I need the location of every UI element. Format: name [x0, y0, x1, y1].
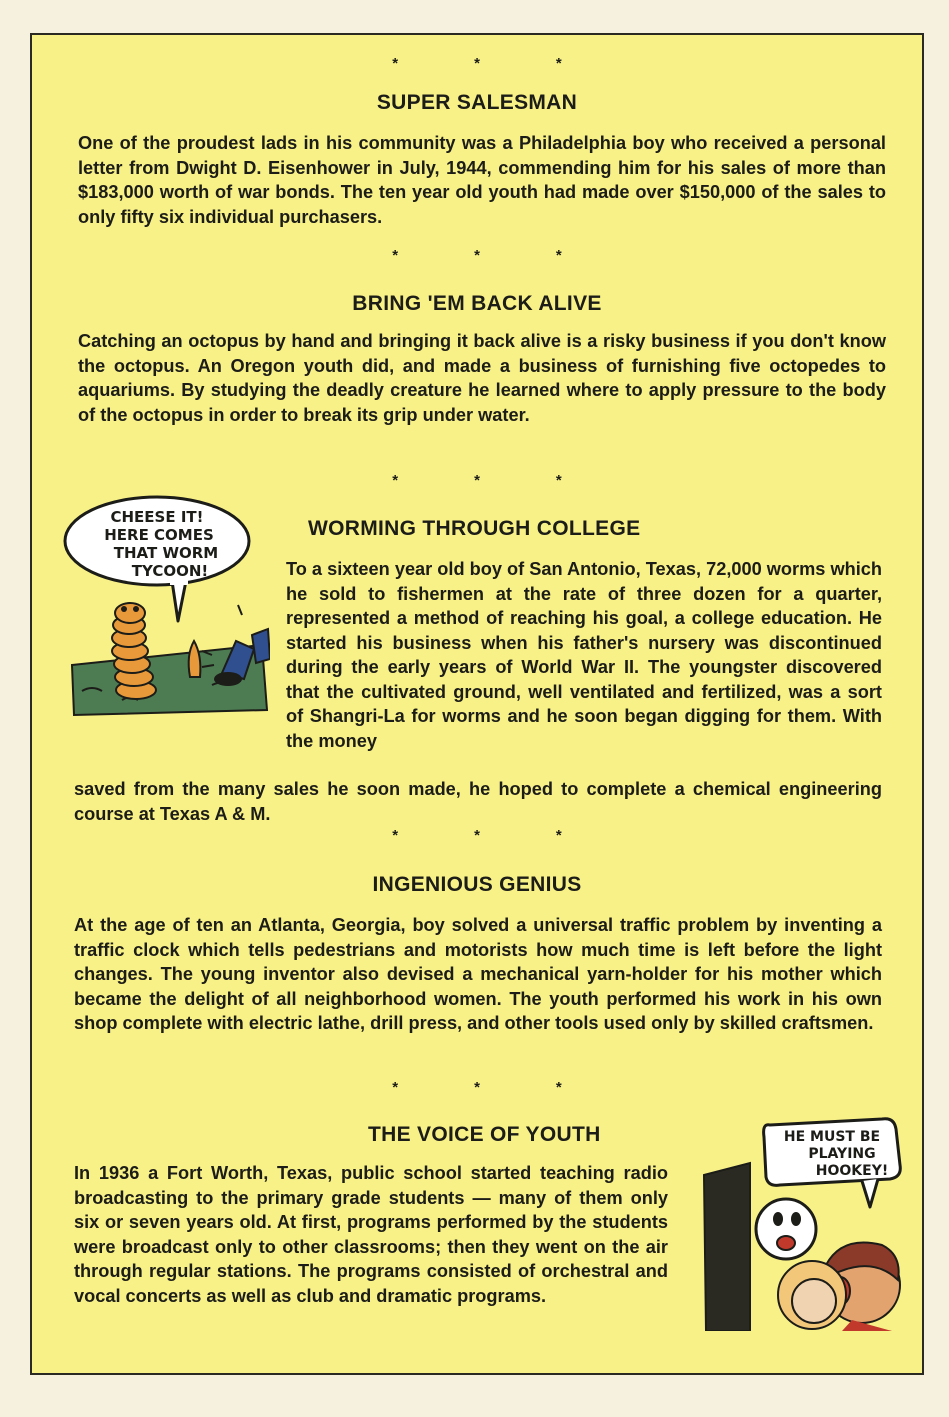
worm-balloon-line: HERE COMES — [104, 526, 214, 544]
worm-cartoon-illustration — [62, 495, 270, 717]
story-body-worming-continued: saved from the many sales he soon made, he hoped to complete a chemical engineering course at Texas A & M. — [74, 779, 882, 824]
story-title-bring-em-back-alive: BRING 'EM BACK ALIVE — [352, 292, 602, 315]
radio-balloon-line: HE MUST BE — [783, 1129, 881, 1145]
radio-balloon-line: PLAYING — [808, 1146, 876, 1162]
story-body-worming-wrapped: To a sixteen year old boy of San Antonio, Texas, 72,000 worms which he sold to fishermen at the rate of three dozen for a quarter, represented a method of reaching his goal, a college education. He started his business when his father's nursery was discontinued during the early years of World War II. The youngster discovered that the cultivated ground, well ventilated and fertilized, was a sort of Shangri-La for worms and he soon began digging for them. With the money — [286, 559, 882, 751]
radio-balloon-line: HOOKEY! — [815, 1163, 889, 1179]
star-separator: * * * — [392, 247, 562, 264]
star-separator: * * * — [392, 55, 562, 72]
story-body-voice-of-youth: In 1936 a Fort Worth, Texas, public school started teaching radio broadcasting to the primary grade students — many of them only six or seven years old. At first, programs performed by the students were broadcast only to other classrooms; then they went on the air through regular stations. The programs consisted of orchestral and vocal concerts as well as club and dramatic programs. — [74, 1163, 668, 1306]
article-page — [30, 33, 924, 1375]
story-title-worming-through-college: WORMING THROUGH COLLEGE — [308, 517, 641, 540]
story-title-ingenious-genius: INGENIOUS GENIUS — [372, 873, 582, 896]
worm-cartoon-panel — [62, 495, 270, 717]
worm-balloon-line: THAT WORM — [113, 544, 219, 562]
story-title-voice-of-youth: THE VOICE OF YOUTH — [368, 1123, 601, 1146]
radio-cartoon-illustration — [692, 1115, 908, 1331]
worm-balloon-line: TYCOON! — [131, 562, 209, 580]
star-separator: * * * — [392, 472, 562, 489]
story-title-super-salesman: SUPER SALESMAN — [376, 91, 578, 114]
radio-cartoon-panel — [692, 1115, 908, 1331]
star-separator: * * * — [392, 827, 562, 844]
worm-balloon-line: CHEESE IT! — [110, 508, 204, 526]
story-body-bring-em-back-alive: Catching an octopus by hand and bringing it back alive is a risky business if you don't know the octopus. An Oregon youth did, and made a business of furnishing five octopedes to aquariums. By studying the deadly creature he learned where to apply pressure to the body of the octopus in order to break its grip under water. — [78, 331, 886, 425]
star-separator: * * * — [392, 1079, 562, 1096]
story-body-ingenious-genius: At the age of ten an Atlanta, Georgia, boy solved a universal traffic problem by inventing a traffic clock which tells pedestrians and motorists how much time is left before the light changes. The young inventor also devised a mechanical yarn-holder for his mother which became the delight of all neighborhood women. The youth performed his work in his own shop complete with electric lathe, drill press, and other tools used only by skilled craftsmen. — [74, 915, 882, 1033]
story-body-super-salesman: One of the proudest lads in his community was a Philadelphia boy who received a personal letter from Dwight D. Eisenhower in July, 1944, commending him for his sales of more than $183,000 worth of war bonds. The ten year old youth had made over $150,000 of the sales to only fifty six individual purchasers. — [78, 133, 886, 227]
